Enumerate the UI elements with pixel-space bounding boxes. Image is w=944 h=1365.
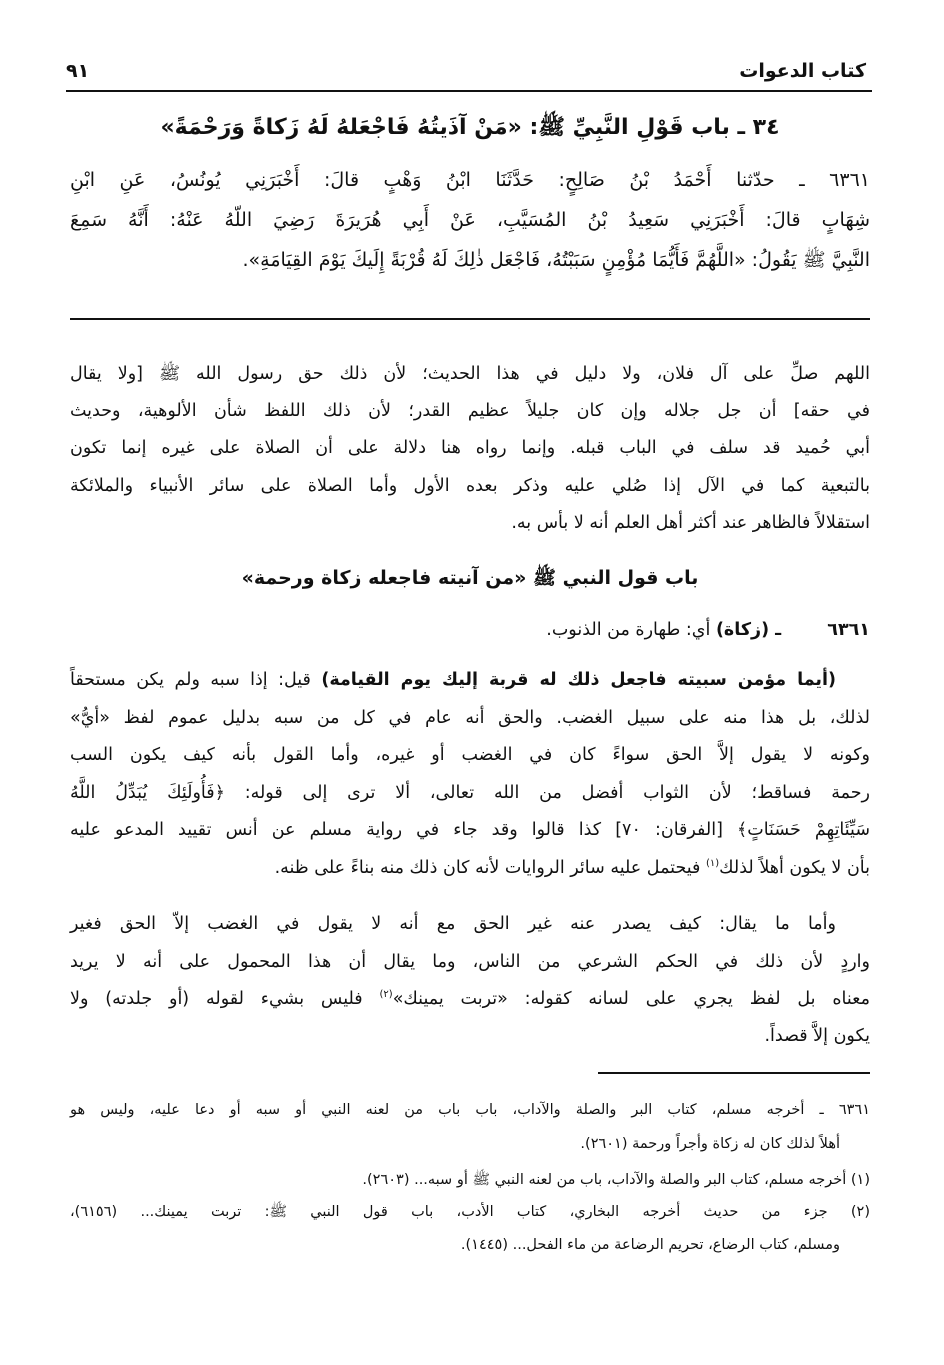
hadith-line: النَّبِيَّ ﷺ يَقُولُ: «اللَّهُمَّ فَأَيُّمَا مُؤْمِنٍ سَبَبْتُهُ، فَاجْعَل ذٰلِكَ لَهُ قُرْبَةً إِلَيكَ يَوْمَ القِيَامَةِ».: [242, 249, 870, 271]
paragraph-line: وكونه لا يقول إلاَّ الحق سواءً كان في الغضب أو غيره، وأما القول بأنه كيف يكون السب: [70, 745, 870, 765]
footnote-item: (٢) جزء من حديث أخرجه البخاري، كتاب الأدب، باب قول النبي ﷺ: تربت يمينك... (٦١٥٦)،: [70, 1204, 870, 1220]
paragraph-line: لذلك، بل هذا منه على سبيل الغضب. والحق أنه عام في كل من سبه بدليل عموم لفظ «أيُّ»: [70, 708, 870, 728]
footnote-line: أهلاً لذلك كان له زكاة وأجراً ورحمة (٢٦٠١).: [580, 1136, 840, 1152]
paragraph-line: يكون إلاَّ قصداً.: [764, 1026, 870, 1046]
commentary-line: استقلالاً فالظاهر عند أكثر أهل العلم أنه لا بأس به.: [511, 513, 870, 533]
commentary-line: أبي حُميد قد سلف في الباب قبله. وإنما رواه هنا دلالة على أن الصلاة على غيره إنما تكون: [70, 438, 870, 458]
hadith-line: ٦٣٦١ ـ حدّثنا أَحْمَدُ بْنُ صَالِحٍ: حَدَّثَنَا ابْنُ وَهْبٍ قالَ: أَخْبَرَنِي يُونُسُ، عَنِ ابْنِ: [70, 169, 870, 191]
gloss-text: أي: طهارة من الذنوب.: [546, 620, 716, 640]
paragraph-line: [70, 660, 870, 700]
page-number: ٩١: [66, 60, 90, 82]
commentary-line: اللهم صلِّ على آل فلان، ولا دليل في هذا الحديث؛ لأن ذلك حق رسول الله ﷺ [ولا يقال: [70, 364, 870, 384]
hadith-line: شِهَابٍ قالَ: أَخْبَرَنِي سَعِيدُ بْنُ المُسَيَّبِ، عَنْ أَبِي هُرَيرَةَ رَضِيَ اللّهُ عَنْهُ: أَنَّهُ سَمِعَ: [70, 209, 870, 231]
header-rule: [66, 90, 872, 92]
chapter-title: ٣٤ ـ باب قَوْلِ النَّبِيِّ ﷺ: «مَنْ آذَيتُهُ فَاجْعَلهُ لَهُ زَكاةً وَرَحْمَةً»: [160, 115, 780, 140]
paragraph-line: [70, 979, 870, 1019]
gloss-line: [70, 610, 870, 650]
footnote-line: ومسلم، كتاب الرضاع، تحريم الرضاعة من ماء الفحل... (١٤٤٥).: [460, 1237, 840, 1253]
footnote-line: ٦٣٦١ ـ أخرجه مسلم، كتاب البر والصلة والآداب، باب باب من لعنه النبي أو سبه أو دعا عليه، وليس هو: [70, 1102, 870, 1118]
paragraph-text: قيل: إذا سبه ولم يكن مستحقاً: [70, 670, 322, 690]
footnote-ref-1[interactable]: (١): [705, 858, 720, 870]
paragraph-text: بأن لا يكون أهلاً لذلك: [719, 858, 870, 878]
paragraph-line: [70, 904, 870, 944]
footnote-rule: [598, 1072, 870, 1074]
footnote-ref-2[interactable]: (٢): [379, 989, 393, 1001]
commentary-line: في حقه] أن جل جلاله وإن كان جليلاً عظيم القدر؛ لأن ذلك اللفظ شأن الألوهية، وحديث: [70, 401, 870, 421]
paragraph-line: رحمة فساقط؛ لأن الثواب أفضل من الله تعالى، ألا ترى إلى قوله: ﴿فَأُولَئِكَ يُبَدِّلُ اللَّهُ: [70, 783, 870, 803]
paragraph-line: [70, 848, 870, 888]
paragraph-text: فليس بشيء لقوله (أو جلدته) ولا: [70, 989, 380, 1009]
commentary-line: بالتبعية كما في الآل إذا صُلي عليه وذكر بعده الأول وأما الصلاة على سائر الأنبياء والملائكة: [70, 476, 870, 496]
book-title: كتاب الدعوات: [739, 60, 866, 82]
paragraph-text: فيحتمل عليه سائر الروايات لأنه كان ذلك منه بناءً على ظنه.: [274, 858, 706, 878]
gloss-lead: ٦٣٦١ ـ (زكاة): [715, 620, 870, 640]
section-rule: [70, 318, 870, 320]
paragraph-text: معناه بل لفظ يجري على لسانه كقوله: «تربت يمينك»: [392, 989, 870, 1009]
paragraph-line: سَيِّئَاتِهِمْ حَسَنَاتٍ﴾ [الفرقان: ٧٠] كذا قالوا وقد جاء في رواية مسلم عن أنس تقييد المدعو عليه: [70, 820, 870, 840]
paragraph-line: واردٍ لأن ذلك في الحكم الشرعي من الناس، وما يقال أن هذا المحمول على أنه لا يريد: [70, 952, 870, 972]
footnote-item: (١) أخرجه مسلم، كتاب البر والصلة والآداب، باب من لعنه النبي ﷺ أو سبه... (٢٦٠٣).: [362, 1172, 870, 1188]
paragraph-text: وأما ما يقال: كيف يصدر عنه غير الحق مع أنه لا يقول في الغضب إلاّ الحق فغير: [70, 914, 836, 934]
subheading: باب قول النبي ﷺ «من آنيته فاجعله زكاة ورحمة»: [241, 567, 699, 589]
paragraph-lead: (أيما مؤمن سبيته فاجعل ذلك له قربة إليك يوم القيامة): [321, 670, 836, 690]
